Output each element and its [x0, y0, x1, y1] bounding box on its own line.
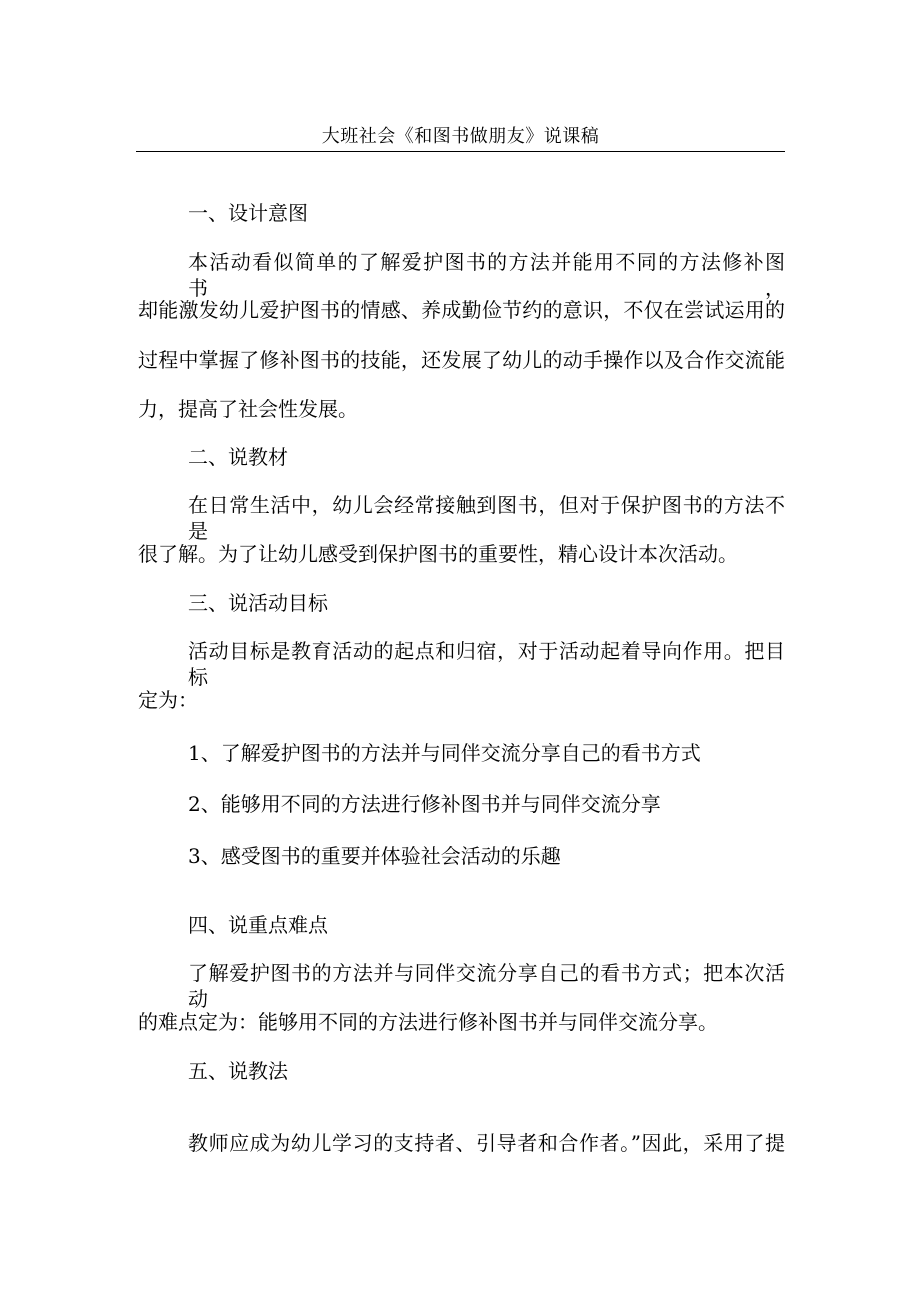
paragraph-line: 的难点定为：能够用不同的方法进行修补图书并与同伴交流分享。: [138, 1010, 718, 1034]
paragraph-line: 却能激发幼儿爱护图书的情感、养成勤俭节约的意识，不仅在尝试运用的: [138, 298, 785, 322]
paragraph-line: 教师应成为幼儿学习的支持者、引导者和合作者。”因此，采用了提: [188, 1131, 785, 1155]
paragraph-line: 活动目标是教育活动的起点和归宿，对于活动起着导向作用。把目标: [188, 639, 785, 689]
document-title: 大班社会《和图书做朋友》说课稿: [321, 126, 600, 147]
paragraph-line: 力，提高了社会性发展。: [138, 397, 358, 421]
paragraph-line: 了解爱护图书的方法并与同伴交流分享自己的看书方式；把本次活动: [188, 961, 785, 1011]
section-heading-activity-goals: 三、说活动目标: [188, 591, 328, 615]
goal-item: 2、能够用不同的方法进行修补图书并与同伴交流分享: [188, 792, 661, 816]
paragraph-line: 定为：: [138, 688, 198, 712]
paragraph-line: 本活动看似简单的了解爱护图书的方法并能用不同的方法修补图书，: [188, 250, 785, 300]
paragraph-line: 过程中掌握了修补图书的技能，还发展了幼儿的动手操作以及合作交流能: [138, 348, 785, 372]
paragraph-line: 在日常生活中，幼儿会经常接触到图书，但对于保护图书的方法不是: [188, 493, 785, 543]
section-heading-key-difficulties: 四、说重点难点: [188, 913, 328, 937]
goal-item: 3、感受图书的重要并体验社会活动的乐趣: [188, 844, 561, 868]
section-heading-teaching-material: 二、说教材: [188, 445, 288, 469]
section-heading-teaching-method: 五、说教法: [188, 1059, 288, 1083]
paragraph-line: 很了解。为了让幼儿感受到保护图书的重要性，精心设计本次活动。: [138, 542, 738, 566]
goal-item: 1、了解爱护图书的方法并与同伴交流分享自己的看书方式: [188, 741, 701, 765]
section-heading-design-intent: 一、设计意图: [188, 201, 308, 225]
page-header: [136, 120, 785, 152]
